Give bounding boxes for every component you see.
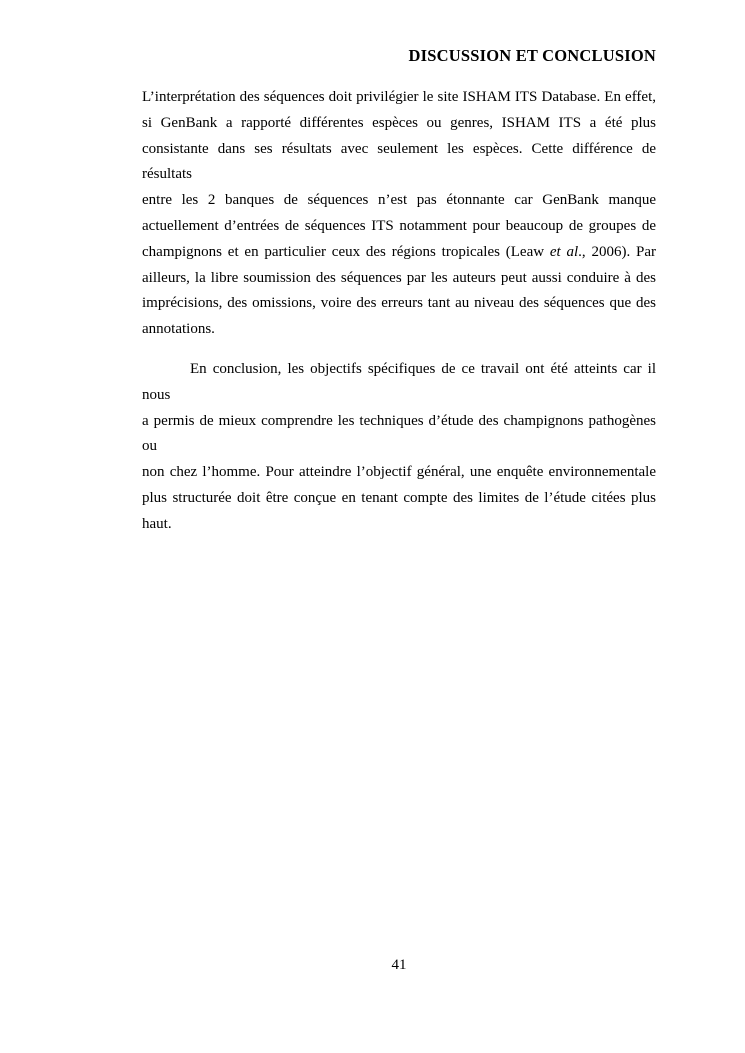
section-heading: DISCUSSION ET CONCLUSION [408,46,656,65]
text-segment: plus structurée doit être conçue en tenant compte des limites de l’étude citées plus haut. [142,489,656,532]
text-segment: L’interprétation des séquences doit privilégier le site ISHAM ITS Database. En effet, [142,89,656,105]
text-segment: champignons et en particulier ceux des régions tropicales (Leaw [142,243,550,260]
text-line [142,214,656,240]
text-segment: non chez l’homme. Pour atteindre l’objectif général, une enquête environnementale [142,464,656,481]
paragraph [142,85,656,343]
text-line [142,486,656,538]
text-line [142,111,656,137]
text-segment: a permis de mieux comprendre les techniques d’étude des champignons pathogènes ou [142,412,656,455]
italic-citation-text: et al [549,243,579,260]
page-number: 41 [391,957,407,973]
text-segment: annotations. [142,321,215,338]
text-segment: actuellement d’entrées de séquences ITS notamment pour beaucoup de groupes de [142,217,656,234]
text-line [142,240,656,266]
text-line [142,357,656,409]
text-segment: En conclusion, les objectifs spécifiques de ce travail ont été atteints car il nous [142,360,656,403]
text-segment: si GenBank a rapporté différentes espèces ou genres, ISHAM ITS a été plus [142,114,656,131]
text-line [142,266,656,292]
text-segment: ailleurs, la libre soumission des séquences par les auteurs peut aussi conduire à des [142,269,656,286]
text-line [142,317,656,343]
text-line [142,137,656,189]
paragraph [142,357,656,538]
text-line [142,409,656,461]
body-text [142,85,656,538]
text-segment: ., 2006). Par [578,243,656,260]
text-line [142,188,656,214]
text-line [142,460,656,486]
text-segment: imprécisions, des omissions, voire des erreurs tant au niveau des séquences que des [142,295,656,312]
text-segment: entre les 2 banques de séquences n’est pas étonnante car GenBank manque [142,192,656,209]
text-segment: consistante dans ses résultats avec seulement les espèces. Cette différence de résultats [142,140,656,183]
text-line [142,291,656,317]
text-line [142,85,656,111]
page-content [142,44,656,538]
